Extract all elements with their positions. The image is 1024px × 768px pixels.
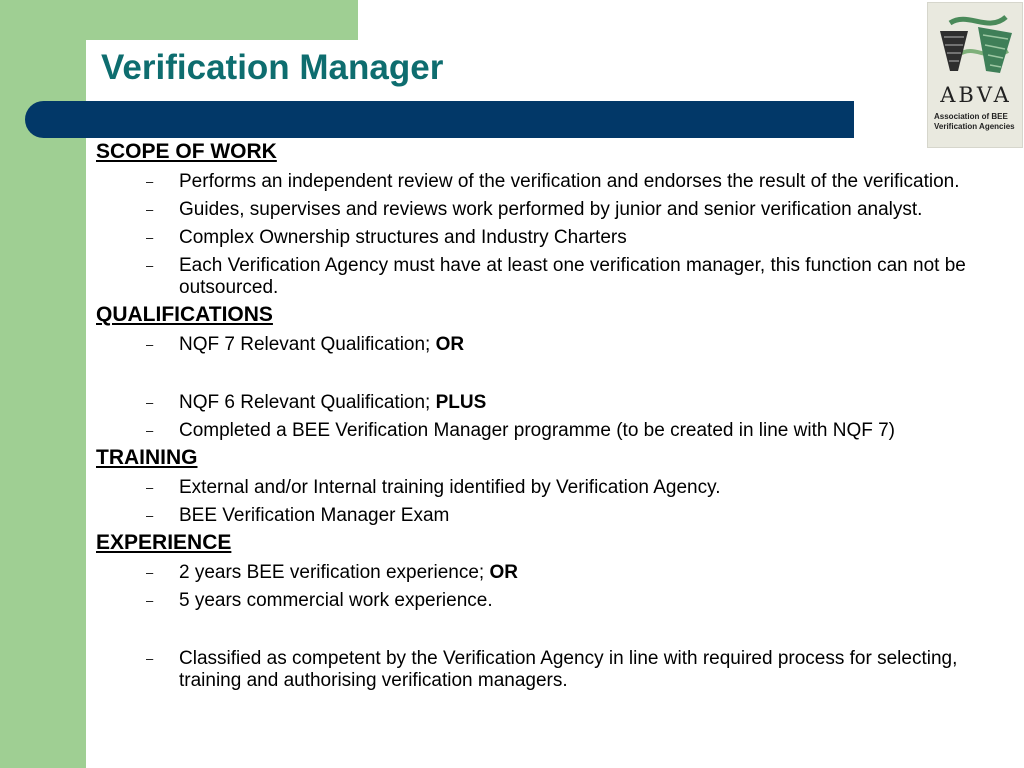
abva-logo — [927, 2, 1023, 148]
dash-bullet: – — [146, 174, 154, 189]
scope-list — [96, 171, 1016, 299]
list-item: – Guides, supervises and reviews work performed by junior and senior verification analyst. — [146, 199, 923, 220]
dash-bullet: – — [146, 423, 154, 438]
emphasis-plus: PLUS — [435, 392, 487, 413]
slide-body — [96, 139, 1016, 692]
dash-bullet: – — [146, 565, 154, 580]
list-item: – Completed a BEE Verification Manager programme (to be created in line with NQF 7) — [146, 420, 895, 441]
list-item: – Each Verification Agency must have at least one verification manager, this function can not be outsourced. — [146, 255, 966, 298]
experience-list — [96, 562, 1016, 692]
qualifications-heading: QUALIFICATIONS — [96, 303, 273, 326]
list-item: – Classified as competent by the Verification Agency in line with required process for selecting, training and authorising verification managers. — [146, 648, 958, 691]
training-list — [96, 477, 1016, 527]
logo-emblem-icon — [928, 3, 1024, 83]
dash-bullet: – — [146, 258, 154, 273]
top-green-band — [0, 0, 358, 40]
logo-subtitle-line-2: Verification Agencies — [934, 122, 1015, 131]
list-item: – External and/or Internal training identified by Verification Agency. — [146, 477, 721, 498]
list-item: – BEE Verification Manager Exam — [146, 505, 450, 526]
dash-bullet: – — [146, 337, 154, 352]
dash-bullet: – — [146, 202, 154, 217]
dash-bullet: – — [146, 508, 154, 523]
logo-subtitle-line-1: Association of BEE — [934, 112, 1008, 121]
logo-subtitle — [934, 112, 1022, 132]
emphasis-or: OR — [489, 562, 518, 583]
list-item: – 2 years BEE verification experience; OR — [146, 562, 518, 583]
list-item: – NQF 6 Relevant Qualification; PLUS — [146, 392, 487, 413]
navy-header-bar — [25, 101, 854, 138]
list-item: – Performs an independent review of the verification and endorses the result of the verification. — [146, 171, 960, 192]
list-item: – Complex Ownership structures and Industry Charters — [146, 227, 627, 248]
list-item: – 5 years commercial work experience. — [146, 590, 493, 611]
experience-heading: EXPERIENCE — [96, 531, 232, 554]
qualifications-list — [96, 334, 1016, 442]
dash-bullet: – — [146, 651, 154, 666]
training-heading: TRAINING — [96, 446, 198, 469]
scope-heading: SCOPE OF WORK — [96, 140, 277, 163]
slide-title: Verification Manager — [101, 48, 444, 87]
dash-bullet: – — [146, 395, 154, 410]
dash-bullet: – — [146, 230, 154, 245]
list-item: – NQF 7 Relevant Qualification; OR — [146, 334, 465, 355]
dash-bullet: – — [146, 480, 154, 495]
logo-abbreviation: ABVA — [940, 83, 1012, 107]
dash-bullet: – — [146, 593, 154, 608]
emphasis-or: OR — [435, 334, 465, 355]
